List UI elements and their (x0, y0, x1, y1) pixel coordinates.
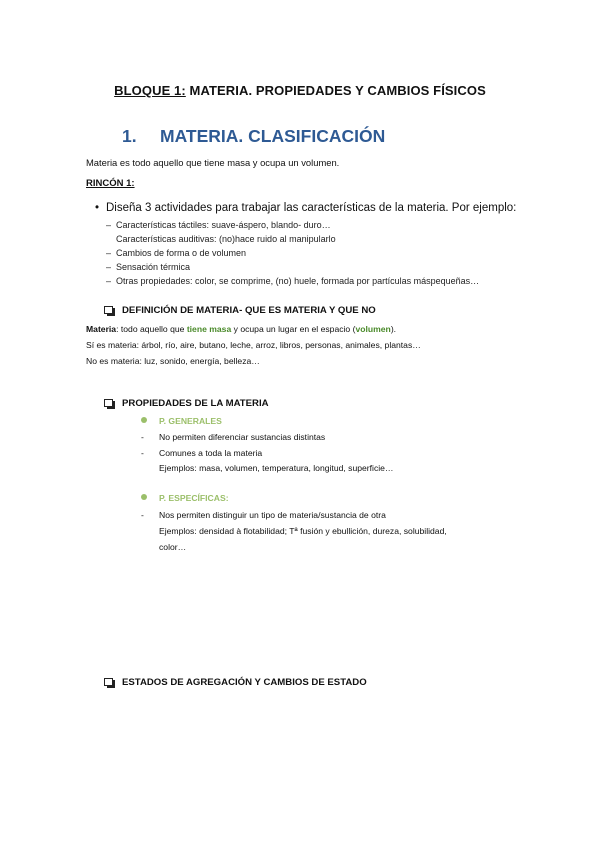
definicion-line: Materia: todo aquello que tiene masa y ocupa un lugar en el espacio (volumen). (86, 324, 397, 334)
section-number: 1. (122, 126, 137, 146)
title-prefix: BLOQUE 1: (114, 83, 186, 98)
rincon-item: – Sensación térmica (106, 262, 191, 272)
generales-item: - Comunes a toda la materia (141, 448, 263, 458)
generales-example: Ejemplos: masa, volumen, temperatura, longitud, superficie… (159, 463, 394, 473)
section-title-text: MATERIA. CLASIFICACIÓN (160, 126, 386, 146)
especificas-example: Ejemplos: densidad à flotabilidad; Tª fusión y ebullición, dureza, solubilidad, (159, 526, 447, 536)
si-es-materia: Sí es materia: árbol, río, aire, butano, leche, arroz, libros, personas, animales, plantas… (86, 340, 421, 350)
rincon-heading: RINCÓN 1: (86, 178, 135, 189)
bullet-dot-icon (141, 494, 147, 500)
definicion-heading: DEFINICIÓN DE MATERIA- QUE ES MATERIA Y QUE NO (104, 305, 376, 316)
especificas-item: - Nos permiten distinguir un tipo de materia/sustancia de otra (141, 510, 386, 520)
generales-item: - No permiten diferenciar sustancias distintas (141, 432, 326, 442)
title-rest: MATERIA. PROPIEDADES Y CAMBIOS FÍSICOS (185, 83, 486, 98)
intro-text: Materia es todo aquello que tiene masa y ocupa un volumen. (86, 157, 340, 168)
rincon-item: – Cambios de forma o de volumen (106, 248, 247, 258)
highlight-masa: tiene masa (186, 324, 232, 334)
propiedades-heading: PROPIEDADES DE LA MATERIA (104, 398, 269, 409)
bullet-dot: • (95, 202, 100, 214)
rincon-item: Características auditivas: (no)hace ruido al manipularlo (116, 234, 336, 244)
checkbox-icon (104, 399, 113, 407)
rincon-bullet (95, 202, 516, 214)
bullet-dot-icon (141, 417, 147, 423)
highlight-volumen: volumen (355, 324, 391, 334)
section-title (122, 126, 385, 147)
checkbox-icon (104, 306, 113, 314)
estados-heading: ESTADOS DE AGREGACIÓN Y CAMBIOS DE ESTADO (104, 677, 367, 688)
especificas-example-cont: color… (159, 542, 187, 552)
rincon-bullet-text: Diseña 3 actividades para trabajar las características de la materia. Por ejemplo: (106, 202, 517, 214)
especificas-label: P. ESPECÍFICAS: (141, 493, 229, 503)
checkbox-icon (104, 678, 113, 686)
generales-label: P. GENERALES (141, 416, 222, 426)
rincon-item: – Características táctiles: suave-áspero, blando- duro… (106, 220, 331, 230)
rincon-item: – Otras propiedades: color, se comprime, (no) huele, formada por partículas máspequeñas… (106, 276, 480, 286)
page-title (0, 83, 600, 98)
no-es-materia: No es materia: luz, sonido, energía, belleza… (86, 356, 260, 366)
